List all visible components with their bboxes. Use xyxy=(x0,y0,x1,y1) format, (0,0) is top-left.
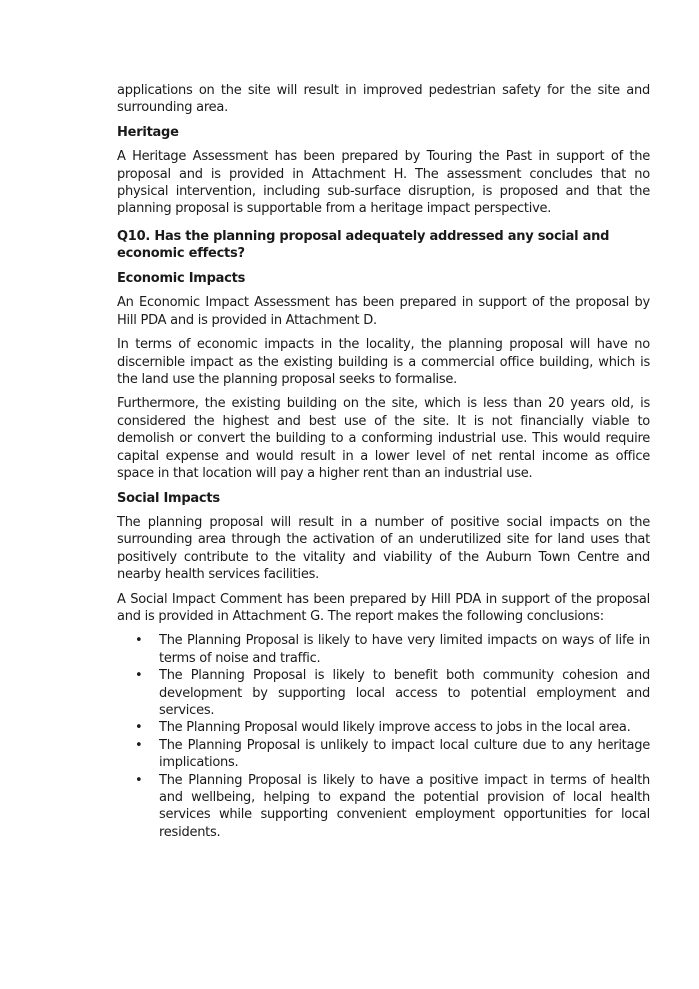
list-item xyxy=(117,737,650,772)
bullet-icon: • xyxy=(135,772,143,788)
social-paragraph-2: A Social Impact Comment has been prepared by Hill PDA in support of the proposal and is provided in Attachment G. The report makes the following conclusions: xyxy=(117,591,650,624)
heritage-paragraph: A Heritage Assessment has been prepared by Touring the Past in support of the proposal and is provided in Attachment H. The assessment concludes that no physical intervention, including sub-surface disruption, is proposed and that the planning proposal is supportable from a heritage impact perspective. xyxy=(117,149,650,217)
list-item-text: The Planning Proposal is likely to have a positive impact in terms of health and wellbeing, helping to expand the potential provision of local health services while supporting convenient employment opportunities for local residents. xyxy=(159,772,650,840)
bullet-icon: • xyxy=(135,668,143,684)
economic-paragraph-1: An Economic Impact Assessment has been prepared in support of the proposal by Hill PDA and is provided in Attachment D. xyxy=(117,295,650,328)
economic-paragraph-2: In terms of economic impacts in the locality, the planning proposal will have no discernible impact as the existing building is a commercial office building, which is the land use the planning proposal seeks to formalise. xyxy=(117,337,650,388)
social-impacts-heading: Social Impacts xyxy=(117,490,220,506)
list-item-text: The Planning Proposal is likely to have very limited impacts on ways of life in terms of noise and traffic. xyxy=(159,633,650,666)
conclusions-list xyxy=(117,632,650,841)
list-item xyxy=(117,667,650,719)
list-item-text: The Planning Proposal would likely improve access to jobs in the local area. xyxy=(159,720,631,736)
list-item xyxy=(117,772,650,842)
list-item-text: The Planning Proposal is likely to benefit both community cohesion and development by supporting local access to potential employment and services. xyxy=(159,668,650,718)
list-item xyxy=(117,632,650,667)
document-page xyxy=(117,82,650,841)
economic-paragraph-3: Furthermore, the existing building on the site, which is less than 20 years old, is considered the highest and best use of the site. It is not financially viable to demolish or convert the building to a conforming industrial use. This would require capital expense and would result in a lower level of net rental income as office space in that location will pay a higher rent than an industrial use. xyxy=(117,396,650,482)
bullet-icon: • xyxy=(135,737,143,753)
bullet-icon: • xyxy=(135,633,143,649)
social-paragraph-1: The planning proposal will result in a number of positive social impacts on the surrounding area through the activation of an underutilized site for land uses that positively contribute to the vitality and viability of the Auburn Town Centre and nearby health services facilities. xyxy=(117,514,650,583)
intro-continuation-paragraph: applications on the site will result in improved pedestrian safety for the site and surrounding area. xyxy=(117,83,650,116)
list-item xyxy=(117,719,650,736)
list-item-text: The Planning Proposal is unlikely to impact local culture due to any heritage implications. xyxy=(159,737,650,771)
q10-heading: Q10. Has the planning proposal adequately addressed any social and economic effects? xyxy=(117,228,610,262)
economic-impacts-heading: Economic Impacts xyxy=(117,271,246,287)
bullet-icon: • xyxy=(135,720,143,736)
heritage-heading: Heritage xyxy=(117,124,179,140)
